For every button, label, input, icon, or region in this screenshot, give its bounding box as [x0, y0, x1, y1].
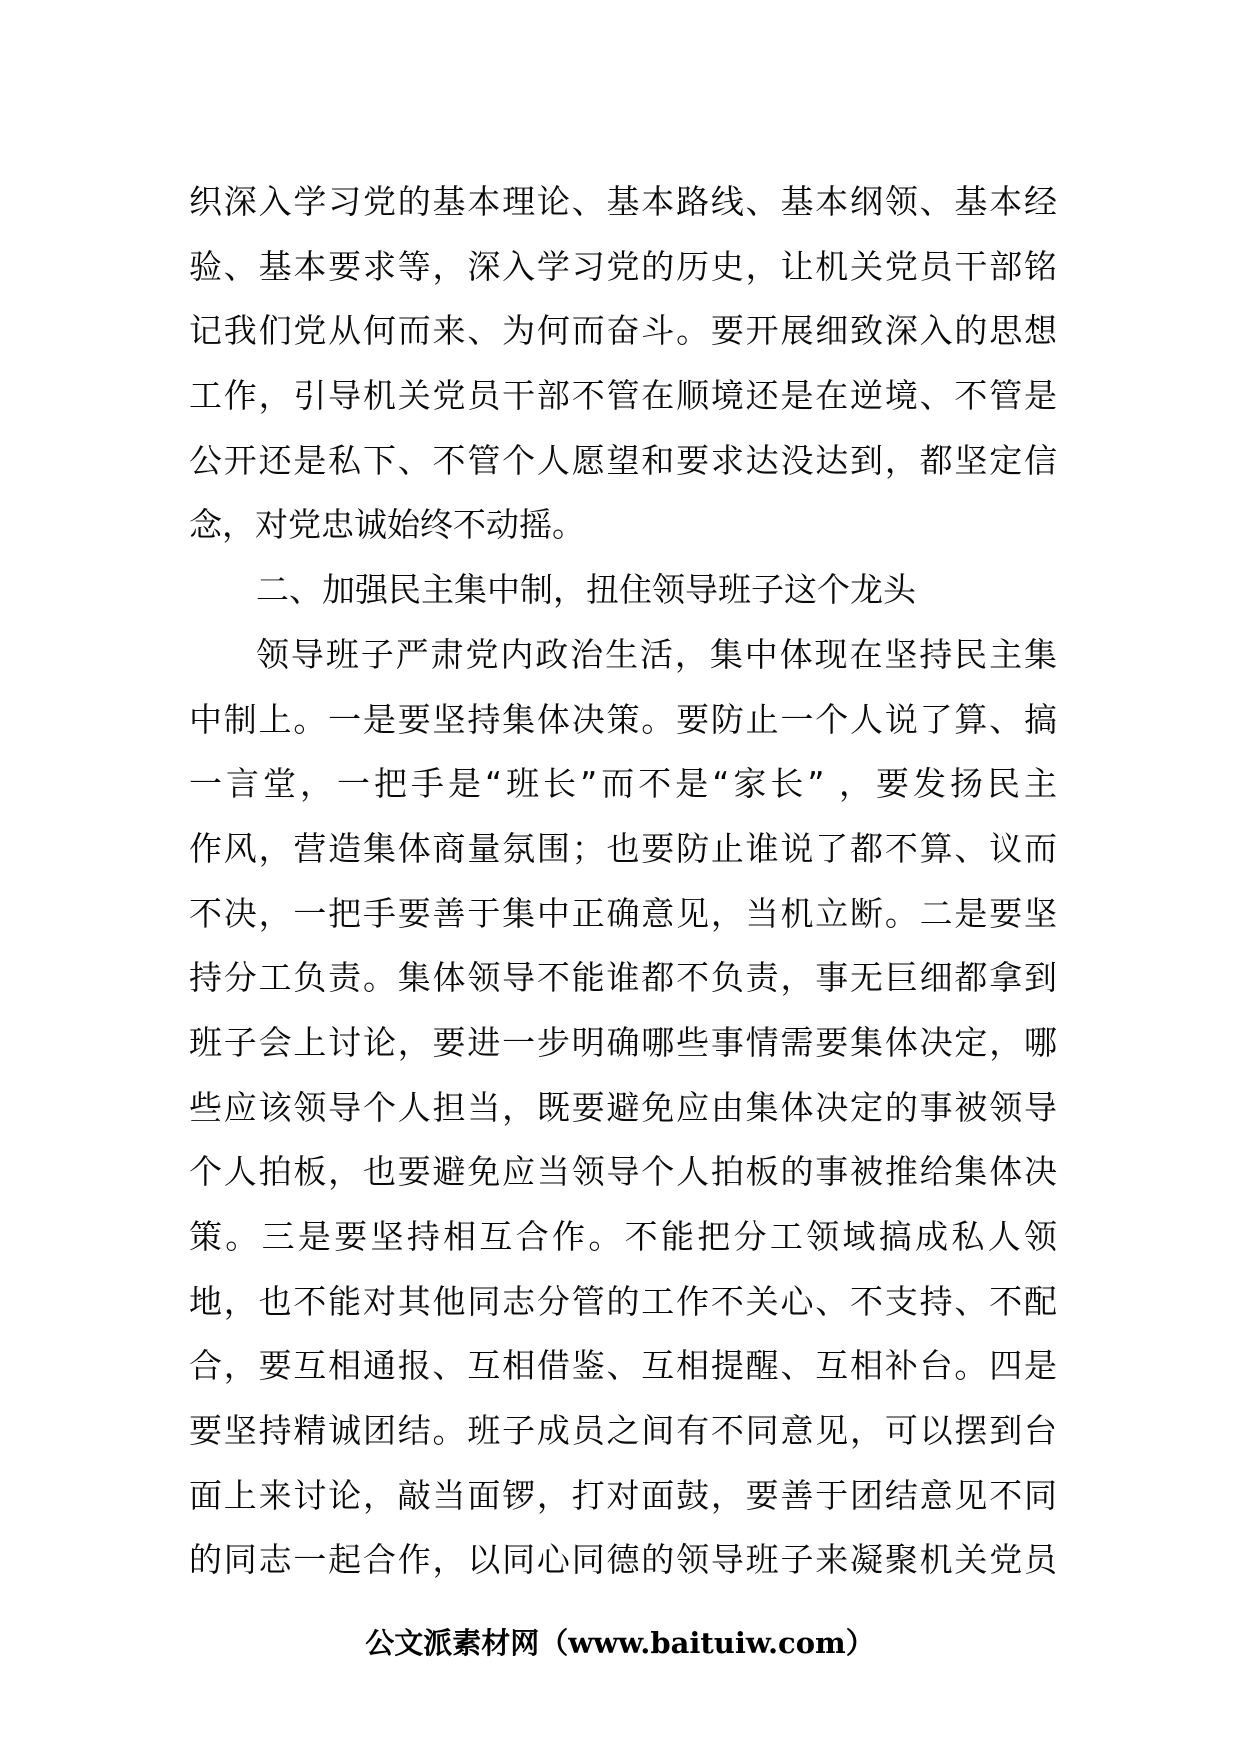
text-line: 的同志一起合作，以同心同德的领导班子来凝聚机关党员	[189, 1540, 1057, 1580]
text-line: 领导班子严肃党内政治生活，集中体现在坚持民主集	[256, 634, 1057, 674]
paragraph	[189, 623, 1057, 1593]
text-line: 个人拍板，也要避免应当领导个人拍板的事被推给集体决	[189, 1152, 1057, 1192]
text-line: 中制上。一是要坚持集体决策。要防止一个人说了算、搞	[189, 699, 1057, 739]
document-body	[189, 170, 1057, 1593]
text-line: 织深入学习党的基本理论、基本路线、基本纲领、基本经	[189, 182, 1057, 221]
text-line: 地，也不能对其他同志分管的工作不关心、不支持、不配	[189, 1281, 1057, 1321]
text-line: 验、基本要求等，深入学习党的历史，让机关党员干部铭	[189, 246, 1057, 286]
text-line: 一言堂，一把手是“班长”而不是“家长” ，要发扬民主	[189, 764, 1057, 804]
text-line: 作风，营造集体商量氛围；也要防止谁说了都不算、议而	[189, 828, 1057, 868]
text-line: 要坚持精诚团结。班子成员之间有不同意见，可以摆到台	[189, 1411, 1057, 1451]
section-heading: 二、加强民主集中制，扭住领导班子这个龙头	[256, 570, 916, 610]
text-line: 记我们党从何而来、为何而奋斗。要开展细致深入的思想	[189, 311, 1057, 351]
watermark-footer: 公文派素材网（www.baituiw.com）	[365, 1626, 875, 1660]
text-line: 合，要互相通报、互相借鉴、互相提醒、互相补台。四是	[189, 1346, 1057, 1386]
paragraph	[189, 170, 1057, 558]
text-line: 念，对党忠诚始终不动摇。	[189, 505, 585, 545]
text-line: 班子会上讨论，要进一步明确哪些事情需要集体决定，哪	[189, 1022, 1057, 1062]
text-line: 公开还是私下、不管个人愿望和要求达没达到，都坚定信	[189, 440, 1057, 480]
text-line: 工作，引导机关党员干部不管在顺境还是在逆境、不管是	[189, 376, 1057, 416]
text-line: 持分工负责。集体领导不能谁都不负责，事无巨细都拿到	[189, 958, 1057, 998]
text-line: 策。三是要坚持相互合作。不能把分工领域搞成私人领	[189, 1217, 1057, 1256]
text-line: 面上来讨论，敲当面锣，打对面鼓，要善于团结意见不同	[189, 1475, 1057, 1515]
text-line: 些应该领导个人担当，既要避免应由集体决定的事被领导	[189, 1087, 1057, 1127]
text-line: 不决，一把手要善于集中正确意见，当机立断。二是要坚	[189, 893, 1057, 933]
